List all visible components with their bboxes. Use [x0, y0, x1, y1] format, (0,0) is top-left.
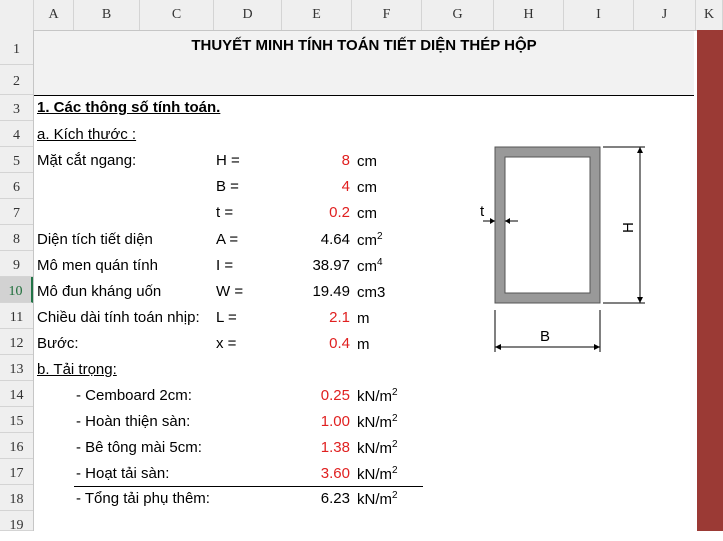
h-arrow [637, 147, 643, 153]
column-header-bar [0, 0, 723, 31]
param-symbol[interactable]: I = [216, 257, 234, 274]
column-header-k[interactable]: K [696, 0, 723, 30]
param-value-i[interactable]: 38.97 [312, 257, 350, 274]
column-header-g[interactable]: G [422, 0, 494, 30]
load-unit[interactable]: $kN/m^2$ [357, 439, 398, 457]
row-header-bar [0, 30, 34, 531]
param-symbol[interactable]: B = [216, 178, 239, 195]
row-header-12[interactable]: 12 [0, 329, 33, 355]
param-value-b[interactable]: 4 [341, 178, 350, 195]
h-dim-label: H [620, 222, 637, 233]
param-value-w[interactable]: 19.49 [312, 283, 350, 300]
side-color-bar [697, 30, 723, 531]
column-header-h[interactable]: H [494, 0, 564, 30]
column-header-f[interactable]: F [352, 0, 422, 30]
load-label[interactable]: - Bê tông mài 5cm: [76, 439, 202, 456]
load-unit[interactable]: $kN/m^2$ [357, 413, 398, 431]
row-header-6[interactable]: 6 [0, 173, 33, 199]
h-arrow [637, 297, 643, 303]
param-label[interactable]: Mô đun kháng uốn [37, 283, 162, 300]
sheet-title[interactable]: THUYẾT MINH TÍNH TOÁN TIẾT DIỆN THÉP HỘP [191, 37, 537, 54]
param-label[interactable]: Bước: [37, 335, 79, 352]
load-label[interactable]: - Hoạt tải sàn: [76, 465, 170, 482]
row-header-15[interactable]: 15 [0, 407, 33, 433]
param-symbol[interactable]: W = [216, 283, 244, 300]
column-header-a[interactable]: A [34, 0, 74, 30]
column-header-e[interactable]: E [282, 0, 352, 30]
t-arrow [490, 218, 495, 224]
load-value[interactable]: 3.60 [320, 465, 350, 482]
subsection-a-heading[interactable]: a. Kích thước : [37, 126, 137, 143]
row-header-18[interactable]: 18 [0, 485, 33, 511]
load-unit[interactable]: $kN/m^2$ [357, 465, 398, 483]
param-value-x[interactable]: 0.4 [329, 335, 350, 352]
row-header-19[interactable]: 19 [0, 511, 33, 531]
row-header-2[interactable]: 2 [0, 65, 33, 95]
subsection-b-heading[interactable]: b. Tải trọng: [37, 361, 117, 378]
param-value-t[interactable]: 0.2 [329, 204, 350, 221]
param-unit[interactable]: $cm^4$ [357, 257, 383, 275]
total-unit[interactable]: $kN/m^2$ [357, 490, 398, 508]
row-header-14[interactable]: 14 [0, 381, 33, 407]
param-symbol[interactable]: t = [216, 204, 234, 221]
load-unit[interactable]: $kN/m^2$ [357, 387, 398, 405]
total-separator-line [74, 486, 423, 487]
load-label[interactable]: - Cemboard 2cm: [76, 387, 192, 404]
column-header-j[interactable]: J [634, 0, 696, 30]
param-symbol[interactable]: A = [216, 231, 239, 248]
param-value-a[interactable]: 4.64 [320, 231, 350, 248]
param-symbol[interactable]: x = [216, 335, 237, 352]
total-value[interactable]: 6.23 [320, 490, 350, 507]
section-1-heading[interactable]: 1. Các thông số tính toán. [37, 99, 221, 116]
load-value[interactable]: 1.38 [320, 439, 350, 456]
column-header-i[interactable]: I [564, 0, 634, 30]
param-unit[interactable]: m [357, 310, 370, 327]
load-value[interactable]: 1.00 [320, 413, 350, 430]
param-unit[interactable]: m [357, 336, 370, 353]
row-header-13[interactable]: 13 [0, 355, 33, 381]
row-header-3[interactable]: 3 [0, 95, 33, 121]
row-header-1[interactable]: 1 [0, 30, 33, 65]
column-header-d[interactable]: D [214, 0, 282, 30]
row-header-11[interactable]: 11 [0, 303, 33, 329]
b-arrow [594, 344, 600, 350]
select-all-corner[interactable] [0, 0, 34, 30]
param-label[interactable]: Mô men quán tính [37, 257, 158, 274]
row-header-5[interactable]: 5 [0, 147, 33, 173]
load-label[interactable]: - Hoàn thiện sàn: [76, 413, 191, 430]
param-unit[interactable]: cm [357, 153, 377, 170]
row-header-17[interactable]: 17 [0, 459, 33, 485]
param-unit[interactable]: cm [357, 179, 377, 196]
t-dim-label: t [480, 203, 485, 220]
param-symbol[interactable]: L = [216, 309, 237, 326]
row-header-16[interactable]: 16 [0, 433, 33, 459]
column-header-c[interactable]: C [140, 0, 214, 30]
param-label[interactable]: Chiều dài tính toán nhịp: [37, 309, 200, 326]
column-header-b[interactable]: B [74, 0, 140, 30]
row-header-4[interactable]: 4 [0, 121, 33, 147]
param-unit[interactable]: cm [357, 205, 377, 222]
param-label[interactable]: Diện tích tiết diện [37, 231, 153, 248]
b-arrow [495, 344, 501, 350]
param-symbol[interactable]: H = [216, 152, 240, 169]
row-header-7[interactable]: 7 [0, 199, 33, 225]
param-label[interactable]: Mặt cắt ngang: [37, 152, 137, 169]
box-inner-hollow [505, 157, 590, 293]
total-label[interactable]: - Tổng tải phụ thêm: [76, 490, 210, 507]
load-value[interactable]: 0.25 [320, 387, 350, 404]
param-value-h[interactable]: 8 [341, 152, 350, 169]
row-header-8[interactable]: 8 [0, 225, 33, 251]
box-section-diagram[interactable] [470, 140, 650, 360]
param-unit[interactable]: $cm^2$ [357, 231, 383, 249]
row-header-9[interactable]: 9 [0, 251, 33, 277]
param-unit[interactable]: cm3 [357, 284, 386, 301]
b-dim-label: B [540, 328, 551, 345]
row-header-10[interactable]: 10 [0, 277, 33, 303]
param-value-l[interactable]: 2.1 [329, 309, 350, 326]
